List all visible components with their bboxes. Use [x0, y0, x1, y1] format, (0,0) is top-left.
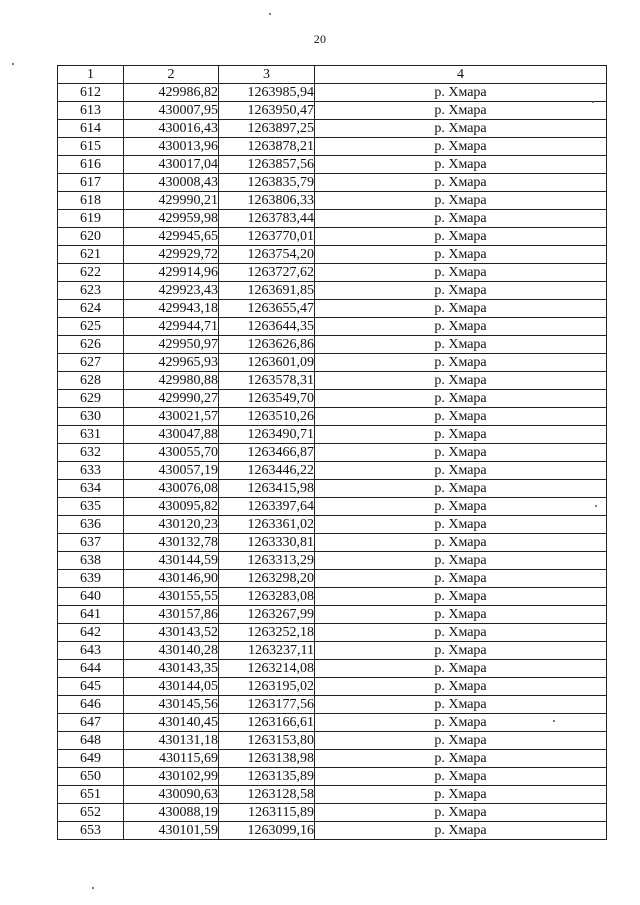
x-coordinate-cell: 430115,69 — [124, 750, 219, 768]
object-name-cell: р. Хмара — [315, 336, 607, 354]
scan-speck — [553, 720, 555, 722]
object-name-cell: р. Хмара — [315, 678, 607, 696]
y-coordinate-cell: 1263655,47 — [219, 300, 315, 318]
table-row — [58, 192, 607, 210]
point-number-cell: 639 — [58, 570, 124, 588]
x-coordinate-cell: 429945,65 — [124, 228, 219, 246]
object-name-cell: р. Хмара — [315, 804, 607, 822]
object-name-cell: р. Хмара — [315, 372, 607, 390]
y-coordinate-cell: 1263466,87 — [219, 444, 315, 462]
y-coordinate-cell: 1263806,33 — [219, 192, 315, 210]
object-name-cell: р. Хмара — [315, 534, 607, 552]
point-number-cell: 622 — [58, 264, 124, 282]
x-coordinate-cell: 429929,72 — [124, 246, 219, 264]
x-coordinate-cell: 430132,78 — [124, 534, 219, 552]
table-row — [58, 156, 607, 174]
point-number-cell: 626 — [58, 336, 124, 354]
y-coordinate-cell: 1263549,70 — [219, 390, 315, 408]
object-name-cell: р. Хмара — [315, 390, 607, 408]
point-number-cell: 652 — [58, 804, 124, 822]
point-number-cell: 620 — [58, 228, 124, 246]
object-name-cell: р. Хмара — [315, 192, 607, 210]
x-coordinate-cell: 429965,93 — [124, 354, 219, 372]
point-number-cell: 643 — [58, 642, 124, 660]
object-name-cell: р. Хмара — [315, 300, 607, 318]
x-coordinate-cell: 430021,57 — [124, 408, 219, 426]
y-coordinate-cell: 1263510,26 — [219, 408, 315, 426]
y-coordinate-cell: 1263783,44 — [219, 210, 315, 228]
y-coordinate-cell: 1263727,62 — [219, 264, 315, 282]
y-coordinate-cell: 1263857,56 — [219, 156, 315, 174]
object-name-cell: р. Хмара — [315, 768, 607, 786]
object-name-cell: р. Хмара — [315, 354, 607, 372]
table-row — [58, 714, 607, 732]
x-coordinate-cell: 429990,21 — [124, 192, 219, 210]
y-coordinate-cell: 1263446,22 — [219, 462, 315, 480]
y-coordinate-cell: 1263361,02 — [219, 516, 315, 534]
y-coordinate-cell: 1263135,89 — [219, 768, 315, 786]
point-number-cell: 650 — [58, 768, 124, 786]
table-row — [58, 786, 607, 804]
y-coordinate-cell: 1263214,08 — [219, 660, 315, 678]
object-name-cell: р. Хмара — [315, 750, 607, 768]
column-header-3: 3 — [219, 66, 315, 84]
x-coordinate-cell: 430143,52 — [124, 624, 219, 642]
object-name-cell: р. Хмара — [315, 228, 607, 246]
scan-speck — [92, 887, 94, 889]
object-name-cell: р. Хмара — [315, 498, 607, 516]
point-number-cell: 619 — [58, 210, 124, 228]
point-number-cell: 623 — [58, 282, 124, 300]
y-coordinate-cell: 1263237,11 — [219, 642, 315, 660]
point-number-cell: 648 — [58, 732, 124, 750]
object-name-cell: р. Хмара — [315, 156, 607, 174]
point-number-cell: 644 — [58, 660, 124, 678]
y-coordinate-cell: 1263267,99 — [219, 606, 315, 624]
table-row — [58, 120, 607, 138]
point-number-cell: 628 — [58, 372, 124, 390]
x-coordinate-cell: 430013,96 — [124, 138, 219, 156]
table-row — [58, 372, 607, 390]
point-number-cell: 641 — [58, 606, 124, 624]
table-row — [58, 498, 607, 516]
table-row — [58, 462, 607, 480]
y-coordinate-cell: 1263415,98 — [219, 480, 315, 498]
table-row — [58, 336, 607, 354]
y-coordinate-cell: 1263397,64 — [219, 498, 315, 516]
table-row — [58, 732, 607, 750]
object-name-cell: р. Хмара — [315, 786, 607, 804]
point-number-cell: 627 — [58, 354, 124, 372]
column-header-1: 1 — [58, 66, 124, 84]
table-row — [58, 696, 607, 714]
x-coordinate-cell: 430140,28 — [124, 642, 219, 660]
object-name-cell: р. Хмара — [315, 84, 607, 102]
x-coordinate-cell: 430076,08 — [124, 480, 219, 498]
point-number-cell: 612 — [58, 84, 124, 102]
point-number-cell: 629 — [58, 390, 124, 408]
y-coordinate-cell: 1263153,80 — [219, 732, 315, 750]
point-number-cell: 634 — [58, 480, 124, 498]
x-coordinate-cell: 430088,19 — [124, 804, 219, 822]
page-number: 20 — [313, 32, 327, 46]
y-coordinate-cell: 1263770,01 — [219, 228, 315, 246]
x-coordinate-cell: 429923,43 — [124, 282, 219, 300]
table-row — [58, 768, 607, 786]
y-coordinate-cell: 1263754,20 — [219, 246, 315, 264]
point-number-cell: 646 — [58, 696, 124, 714]
table-row — [58, 426, 607, 444]
table-row — [58, 282, 607, 300]
coordinates-table — [57, 65, 607, 840]
table-row — [58, 678, 607, 696]
y-coordinate-cell: 1263878,21 — [219, 138, 315, 156]
table-row — [58, 102, 607, 120]
y-coordinate-cell: 1263313,29 — [219, 552, 315, 570]
x-coordinate-cell: 429943,18 — [124, 300, 219, 318]
object-name-cell: р. Хмара — [315, 732, 607, 750]
point-number-cell: 625 — [58, 318, 124, 336]
table-row — [58, 228, 607, 246]
table-row — [58, 516, 607, 534]
x-coordinate-cell: 430146,90 — [124, 570, 219, 588]
table-row — [58, 390, 607, 408]
point-number-cell: 635 — [58, 498, 124, 516]
scan-speck — [595, 505, 597, 507]
x-coordinate-cell: 430007,95 — [124, 102, 219, 120]
point-number-cell: 636 — [58, 516, 124, 534]
table-row — [58, 246, 607, 264]
point-number-cell: 640 — [58, 588, 124, 606]
object-name-cell: р. Хмара — [315, 516, 607, 534]
point-number-cell: 633 — [58, 462, 124, 480]
y-coordinate-cell: 1263099,16 — [219, 822, 315, 840]
x-coordinate-cell: 430145,56 — [124, 696, 219, 714]
table-row — [58, 300, 607, 318]
scan-speck — [269, 13, 271, 15]
object-name-cell: р. Хмара — [315, 264, 607, 282]
table-row — [58, 480, 607, 498]
x-coordinate-cell: 430101,59 — [124, 822, 219, 840]
y-coordinate-cell: 1263985,94 — [219, 84, 315, 102]
y-coordinate-cell: 1263138,98 — [219, 750, 315, 768]
point-number-cell: 630 — [58, 408, 124, 426]
x-coordinate-cell: 429944,71 — [124, 318, 219, 336]
object-name-cell: р. Хмара — [315, 624, 607, 642]
y-coordinate-cell: 1263601,09 — [219, 354, 315, 372]
x-coordinate-cell: 430144,59 — [124, 552, 219, 570]
point-number-cell: 624 — [58, 300, 124, 318]
table-row — [58, 660, 607, 678]
table-row — [58, 210, 607, 228]
x-coordinate-cell: 430095,82 — [124, 498, 219, 516]
object-name-cell: р. Хмара — [315, 210, 607, 228]
y-coordinate-cell: 1263950,47 — [219, 102, 315, 120]
y-coordinate-cell: 1263298,20 — [219, 570, 315, 588]
point-number-cell: 617 — [58, 174, 124, 192]
column-header-4: 4 — [315, 66, 607, 84]
y-coordinate-cell: 1263195,02 — [219, 678, 315, 696]
object-name-cell: р. Хмара — [315, 174, 607, 192]
x-coordinate-cell: 430120,23 — [124, 516, 219, 534]
table-row — [58, 750, 607, 768]
object-name-cell: р. Хмара — [315, 102, 607, 120]
table-row — [58, 84, 607, 102]
y-coordinate-cell: 1263330,81 — [219, 534, 315, 552]
y-coordinate-cell: 1263691,85 — [219, 282, 315, 300]
x-coordinate-cell: 429959,98 — [124, 210, 219, 228]
object-name-cell: р. Хмара — [315, 318, 607, 336]
point-number-cell: 645 — [58, 678, 124, 696]
table-row — [58, 570, 607, 588]
y-coordinate-cell: 1263644,35 — [219, 318, 315, 336]
y-coordinate-cell: 1263115,89 — [219, 804, 315, 822]
object-name-cell: р. Хмара — [315, 426, 607, 444]
point-number-cell: 614 — [58, 120, 124, 138]
x-coordinate-cell: 430131,18 — [124, 732, 219, 750]
y-coordinate-cell: 1263897,25 — [219, 120, 315, 138]
object-name-cell: р. Хмара — [315, 570, 607, 588]
point-number-cell: 615 — [58, 138, 124, 156]
object-name-cell: р. Хмара — [315, 552, 607, 570]
table-row — [58, 822, 607, 840]
table-header — [58, 66, 607, 84]
table-row — [58, 642, 607, 660]
table-row — [58, 354, 607, 372]
x-coordinate-cell: 429990,27 — [124, 390, 219, 408]
point-number-cell: 653 — [58, 822, 124, 840]
point-number-cell: 632 — [58, 444, 124, 462]
table-body — [58, 84, 607, 840]
x-coordinate-cell: 430140,45 — [124, 714, 219, 732]
x-coordinate-cell: 430143,35 — [124, 660, 219, 678]
table-row — [58, 318, 607, 336]
x-coordinate-cell: 430057,19 — [124, 462, 219, 480]
point-number-cell: 642 — [58, 624, 124, 642]
table-row — [58, 534, 607, 552]
y-coordinate-cell: 1263283,08 — [219, 588, 315, 606]
scan-speck — [12, 63, 14, 65]
object-name-cell: р. Хмара — [315, 606, 607, 624]
point-number-cell: 651 — [58, 786, 124, 804]
point-number-cell: 637 — [58, 534, 124, 552]
object-name-cell: р. Хмара — [315, 408, 607, 426]
table-row — [58, 174, 607, 192]
header-row — [58, 66, 607, 84]
x-coordinate-cell: 430016,43 — [124, 120, 219, 138]
column-header-2: 2 — [124, 66, 219, 84]
table-row — [58, 804, 607, 822]
object-name-cell: р. Хмара — [315, 696, 607, 714]
x-coordinate-cell: 430090,63 — [124, 786, 219, 804]
object-name-cell: р. Хмара — [315, 642, 607, 660]
object-name-cell: р. Хмара — [315, 714, 607, 732]
object-name-cell: р. Хмара — [315, 462, 607, 480]
point-number-cell: 621 — [58, 246, 124, 264]
y-coordinate-cell: 1263177,56 — [219, 696, 315, 714]
object-name-cell: р. Хмара — [315, 444, 607, 462]
x-coordinate-cell: 429986,82 — [124, 84, 219, 102]
table-row — [58, 624, 607, 642]
y-coordinate-cell: 1263835,79 — [219, 174, 315, 192]
x-coordinate-cell: 430157,86 — [124, 606, 219, 624]
y-coordinate-cell: 1263578,31 — [219, 372, 315, 390]
table-row — [58, 264, 607, 282]
x-coordinate-cell: 430055,70 — [124, 444, 219, 462]
x-coordinate-cell: 430008,43 — [124, 174, 219, 192]
object-name-cell: р. Хмара — [315, 120, 607, 138]
scan-speck — [592, 101, 594, 103]
x-coordinate-cell: 430144,05 — [124, 678, 219, 696]
y-coordinate-cell: 1263626,86 — [219, 336, 315, 354]
y-coordinate-cell: 1263166,61 — [219, 714, 315, 732]
point-number-cell: 616 — [58, 156, 124, 174]
x-coordinate-cell: 429950,97 — [124, 336, 219, 354]
table-row — [58, 588, 607, 606]
point-number-cell: 613 — [58, 102, 124, 120]
table-row — [58, 408, 607, 426]
point-number-cell: 647 — [58, 714, 124, 732]
x-coordinate-cell: 430017,04 — [124, 156, 219, 174]
point-number-cell: 649 — [58, 750, 124, 768]
x-coordinate-cell: 430102,99 — [124, 768, 219, 786]
table-row — [58, 606, 607, 624]
point-number-cell: 638 — [58, 552, 124, 570]
object-name-cell: р. Хмара — [315, 138, 607, 156]
y-coordinate-cell: 1263490,71 — [219, 426, 315, 444]
point-number-cell: 631 — [58, 426, 124, 444]
point-number-cell: 618 — [58, 192, 124, 210]
x-coordinate-cell: 429914,96 — [124, 264, 219, 282]
table-row — [58, 552, 607, 570]
x-coordinate-cell: 430155,55 — [124, 588, 219, 606]
object-name-cell: р. Хмара — [315, 660, 607, 678]
object-name-cell: р. Хмара — [315, 822, 607, 840]
object-name-cell: р. Хмара — [315, 588, 607, 606]
table-row — [58, 138, 607, 156]
object-name-cell: р. Хмара — [315, 282, 607, 300]
table-row — [58, 444, 607, 462]
y-coordinate-cell: 1263128,58 — [219, 786, 315, 804]
object-name-cell: р. Хмара — [315, 246, 607, 264]
x-coordinate-cell: 430047,88 — [124, 426, 219, 444]
object-name-cell: р. Хмара — [315, 480, 607, 498]
x-coordinate-cell: 429980,88 — [124, 372, 219, 390]
y-coordinate-cell: 1263252,18 — [219, 624, 315, 642]
